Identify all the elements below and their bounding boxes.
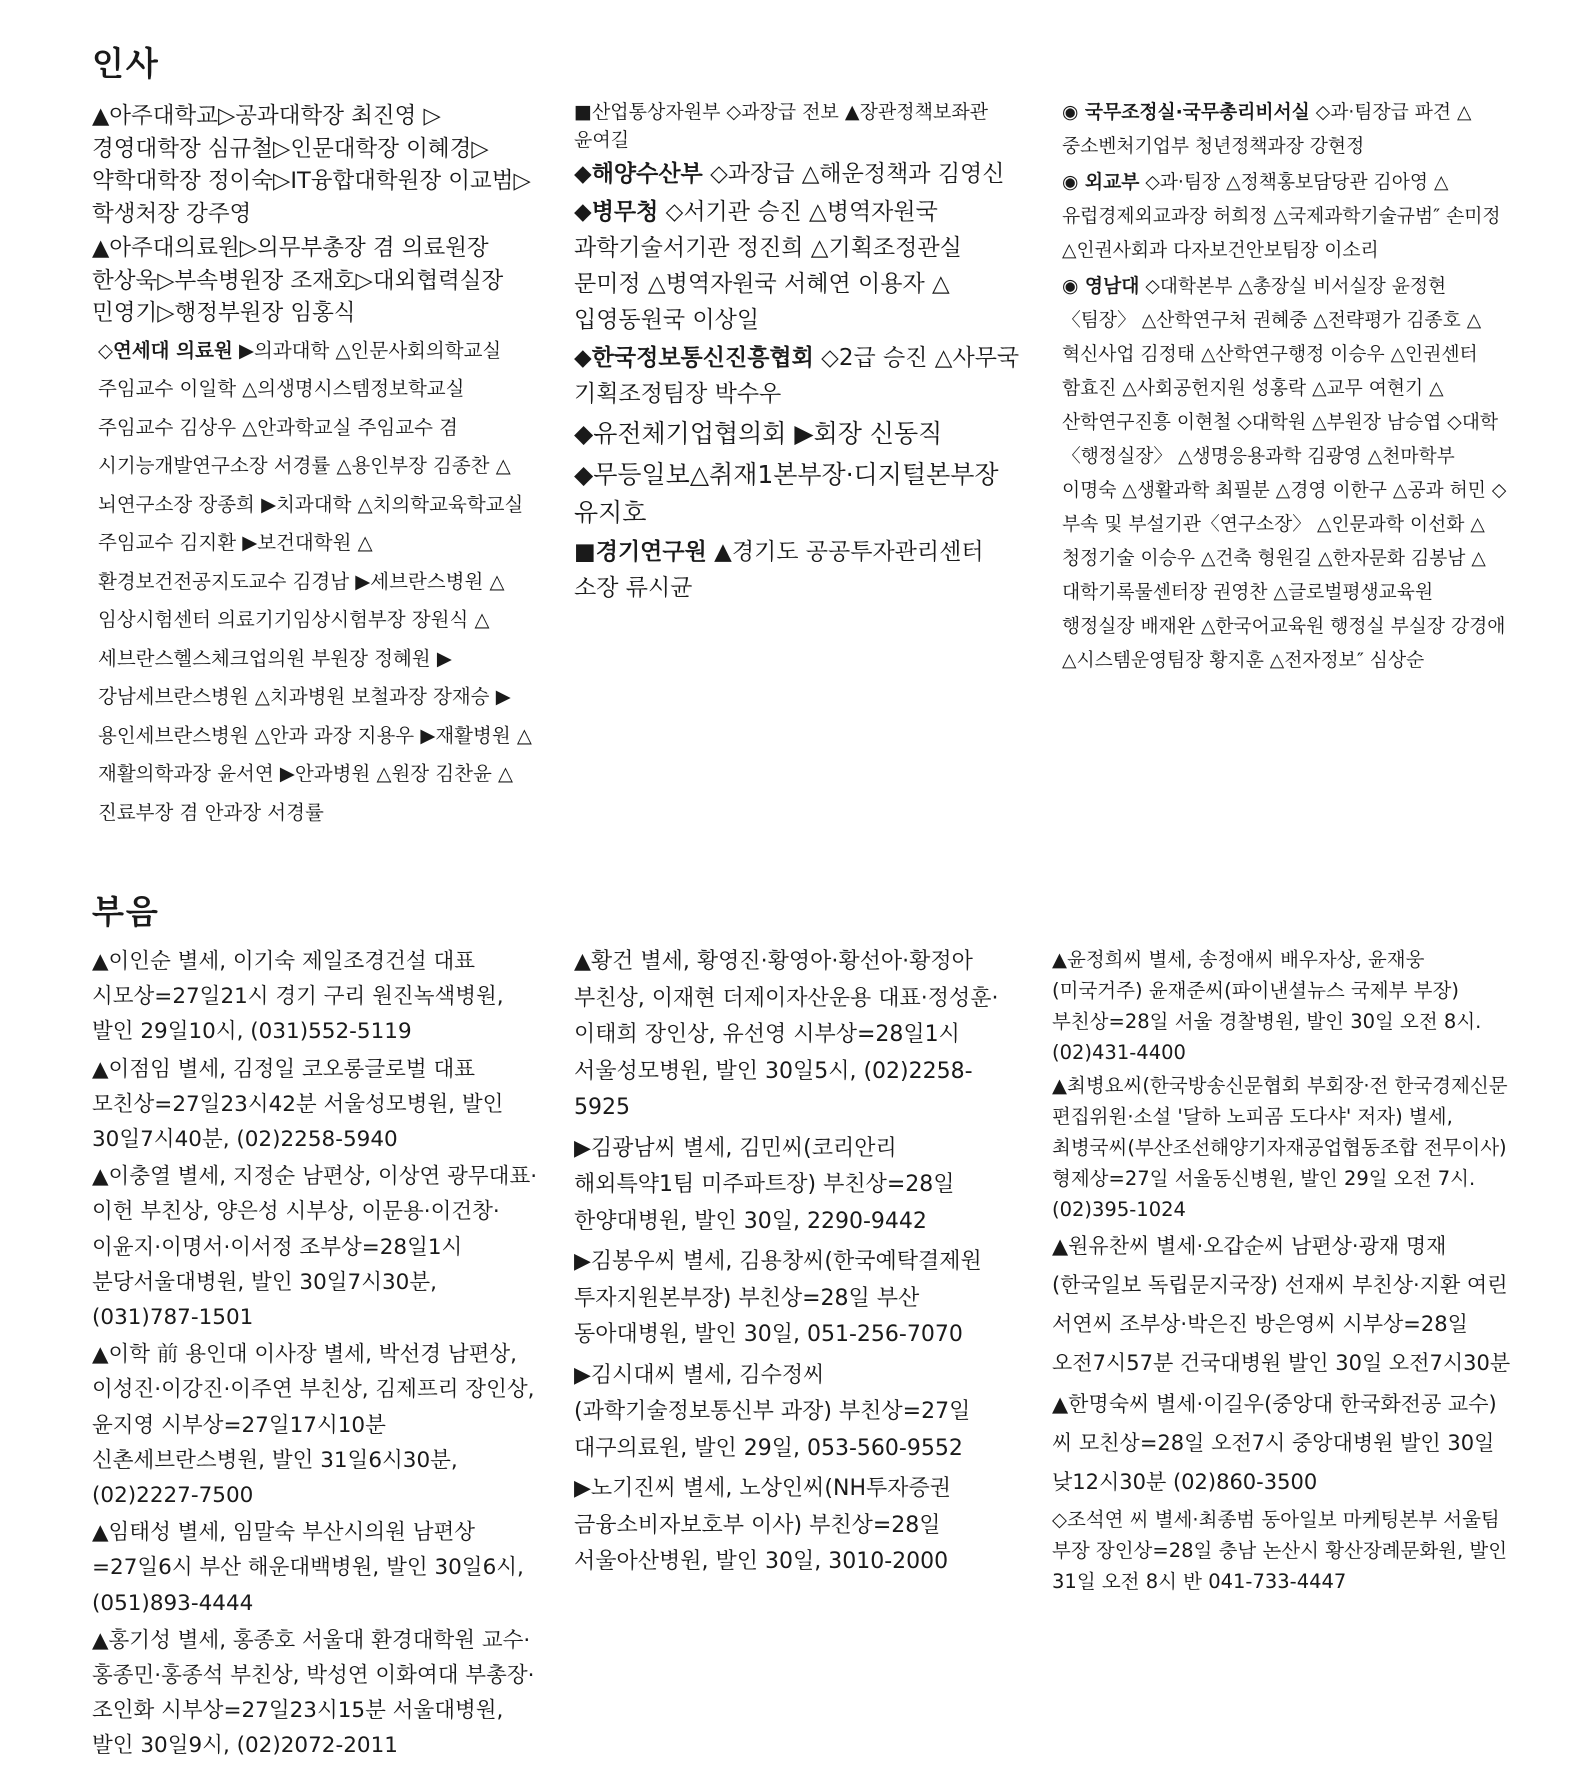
org-name: ■경기연구원	[574, 539, 707, 565]
personnel-item	[1062, 96, 1510, 164]
obituary-item: ▲윤정희씨 별세, 송정애씨 배우자상, 윤재웅(미국거주) 윤재준씨(파이낸셜뉴스 국제부 부장) 부친상=28일 서울 경찰병원, 발인 30일 오전 8시. (02)431-4400	[1052, 948, 1482, 1064]
obituary-item: ▲이충열 별세, 지정순 남편상, 이상연 광무대표·이헌 부친상, 양은성 시부상, 이문용·이건창·이윤지·이명서·이서정 조부상=28일1시 분당서울대병원, 발인 30일7시30분, (031)787-1501	[92, 1164, 538, 1331]
obituary-item: ▶김시대씨 별세, 김수정씨(과학기술정보통신부 과장) 부친상=27일 대구의료원, 발인 29일, 053-560-9552	[574, 1362, 971, 1461]
obituary-column-3	[1052, 944, 1512, 1599]
obituary-item: ▲한명숙씨 별세·이길우(중앙대 한국화전공 교수)씨 모친상=28일 오전7시 중앙대병원 발인 30일 낮12시30분 (02)860-3500	[1052, 1392, 1497, 1494]
personnel-column-1	[92, 100, 532, 834]
personnel-details: ◇과장급 △해운정책과 김영신	[702, 161, 1005, 187]
org-name: ◆해양수산부	[574, 161, 703, 187]
org-name: ◇연세대 의료원	[98, 338, 233, 362]
org-name: ◉ 외교부	[1062, 172, 1140, 193]
obituary-item: ▲홍기성 별세, 홍종호 서울대 환경대학원 교수·홍종민·홍종석 부친상, 박성연 이화여대 부총장·조인화 시부상=27일23시15분 서울대병원, 발인 30일9시, (02)2072-2011	[92, 1627, 535, 1759]
personnel-item: ◆유전체기업협의회 ▶회장 신동직	[574, 419, 943, 448]
personnel-details: ◇서기관 승진 △병역자원국 과학기술서기관 정진희 △기획조정관실 문미정 △병역자원국 서혜연 이용자 △입영동원국 이상일	[574, 199, 962, 333]
personnel-details: ◇대학본부 △총장실 비서실장 윤정현〈팀장〉 △산학연구처 권혜중 △전략평가 김종호 △혁신사업 김정태 △산학연구행정 이승우 △인권센터 함효진 △사회공헌지원 성홍락 △교무 여현기 △산학연구진흥 이현철 ◇대학원 △부원장 남승엽 ◇대학〈행정실장〉 △생명응용과학 김광영 △천마학부 이명숙 △생활과학 최필분 △경영 이한구 △공과 허민 ◇부속 및 부설기관〈연구소장〉 △인문과학 이선화 △청정기술 이승우 △건축 형원길 △한자문화 김봉남 △대학기록물센터장 권영찬 △글로벌평생교육원 행정실장 배재완 △한국어교육원 행정실 부실장 강경애 △시스템운영팀장 황지훈 △전자정보″ 심상순	[1062, 276, 1507, 671]
org-name: ◆한국정보통신진흥협회	[574, 345, 814, 371]
personnel-details: ◇과·팀장 △정책홍보담당관 김아영 △유럽경제외교과장 허희정 △국제과학기술규범″ 손미정 △인권사회과 다자보건안보팀장 이소리	[1062, 172, 1501, 261]
obituary-column-1	[92, 944, 538, 1766]
obituary-item: ◇조석연 씨 별세·최종범 동아일보 마케팅본부 서울팀 부장 장인상=28일 충남 논산시 황산장례문화원, 발인 31일 오전 8시 반 041-733-4447	[1052, 1508, 1508, 1593]
obituary-column-2	[574, 944, 1020, 1585]
personnel-item	[1062, 270, 1510, 678]
obituary-item: ▲이학 前 용인대 이사장 별세, 박선경 남편상, 이성진·이강진·이주연 부친상, 김제프리 장인상, 윤지영 시부상=27일17시10분 신촌세브란스병원, 발인 31일6시30분, (02)2227-7500	[92, 1342, 535, 1509]
personnel-details: ▲경기도 공공투자관리센터 소장 류시균	[574, 539, 984, 601]
personnel-item	[574, 156, 1022, 192]
personnel-column-2	[574, 98, 1022, 608]
personnel-item	[574, 340, 1022, 412]
personnel-item: ■산업통상자원부 ◇과장급 전보 ▲장관정책보좌관 윤여길	[574, 101, 989, 151]
obituary-item: ▶노기진씨 별세, 노상인씨(NH투자증권 금융소비자보호부 이사) 부친상=28일 서울아산병원, 발인 30일, 3010-2000	[574, 1476, 952, 1574]
obituary-item: ▲원유찬씨 별세·오갑순씨 남편상·광재 명재(한국일보 독립문지국장) 선재씨 부친상·지환 여린 서연씨 조부상·박은진 방은영씨 시부상=28일 오전7시57분 건국대병원 발인 30일 오전7시30분	[1052, 1234, 1511, 1375]
personnel-item	[92, 332, 532, 833]
personnel-details: ◇2급 승진 △사무국 기획조정팀장 박수우	[574, 345, 1020, 407]
section-title-obituary: 부음	[92, 892, 160, 931]
obituary-item: ▲이인순 별세, 이기숙 제일조경건설 대표 시모상=27일21시 경기 구리 원진녹색병원, 발인 29일10시, (031)552-5119	[92, 949, 504, 1045]
personnel-details: ◇과·팀장급 파견 △중소벤처기업부 청년정책과장 강현정	[1062, 102, 1472, 157]
obituary-item: ▲임태성 별세, 임말숙 부산시의원 남편상=27일6시 부산 해운대백병원, 발인 30일6시, (051)893-4444	[92, 1520, 524, 1616]
personnel-item: ◆무등일보△취재1본부장·디지털본부장 유지호	[574, 460, 999, 527]
personnel-details: ▶의과대학 △인문사회의학교실 주임교수 이일학 △의생명시스템정보학교실 주임교수 김상우 △안과학교실 주임교수 겸 시기능개발연구소장 서경률 △용인부장 김종찬 △뇌연구소장 장종희 ▶치과대학 △치의학교육학교실 주임교수 김지환 ▶보건대학원 △환경보건전공지도교수 김경남 ▶세브란스병원 △임상시험센터 의료기기임상시험부장 장원식 △세브란스헬스체크업의원 부원장 정혜원 ▶강남세브란스병원 △치과병원 보철과장 장재승 ▶용인세브란스병원 △안과 과장 지용우 ▶재활병원 △재활의학과장 윤서연 ▶안과병원 △원장 김찬윤 △진료부장 겸 안과장 서경률	[98, 338, 532, 824]
obituary-item: ▶김광남씨 별세, 김민씨(코리안리 해외특약1팀 미주파트장) 부친상=28일 한양대병원, 발인 30일, 2290-9442	[574, 1135, 955, 1234]
obituary-item: ▲황건 별세, 황영진·황영아·황선아·황정아 부친상, 이재현 더제이자산운용 대표·정성훈·이태희 장인상, 유선영 시부상=28일1시 서울성모병원, 발인 30일5시, (02)2258-5925	[574, 949, 999, 1120]
org-name: ◆병무청	[574, 199, 659, 225]
section-title-personnel: 인사	[92, 44, 160, 83]
obituary-item: ▲최병요씨(한국방송신문협회 부회장·전 한국경제신문 편집위원·소설 '달하 노피곰 도다샤' 저자) 별세, 최병국씨(부산조선해양기자재공업협동조합 전무이사) 형제상=27일 서울동신병원, 발인 29일 오전 7시. (02)395-1024	[1052, 1074, 1508, 1221]
obituary-item: ▲이점임 별세, 김정일 코오롱글로벌 대표 모친상=27일23시42분 서울성모병원, 발인 30일7시40분, (02)2258-5940	[92, 1056, 504, 1153]
personnel-item: ▲아주대학교▷공과대학장 최진영 ▷경영대학장 심규철▷인문대학장 이혜경▷약학대학장 정이숙▷IT융합대학원장 이교범▷학생처장 강주영	[92, 103, 531, 227]
personnel-section	[0, 0, 1586, 860]
org-name: ◉ 국무조정실·국무총리비서실	[1062, 102, 1310, 123]
personnel-item	[574, 194, 1022, 338]
obituary-section	[0, 860, 1586, 1786]
personnel-column-3	[1062, 96, 1510, 680]
personnel-item	[1062, 166, 1510, 268]
personnel-item: ▲아주대의료원▷의무부총장 겸 의료원장 한상욱▷부속병원장 조재호▷대외협력실장 민영기▷행정부원장 임홍식	[92, 235, 504, 326]
org-name: ◉ 영남대	[1062, 276, 1140, 297]
personnel-item	[574, 534, 1022, 606]
obituary-item: ▶김봉우씨 별세, 김용창씨(한국예탁결제원 투자지원본부장) 부친상=28일 부산 동아대병원, 발인 30일, 051-256-7070	[574, 1249, 982, 1347]
